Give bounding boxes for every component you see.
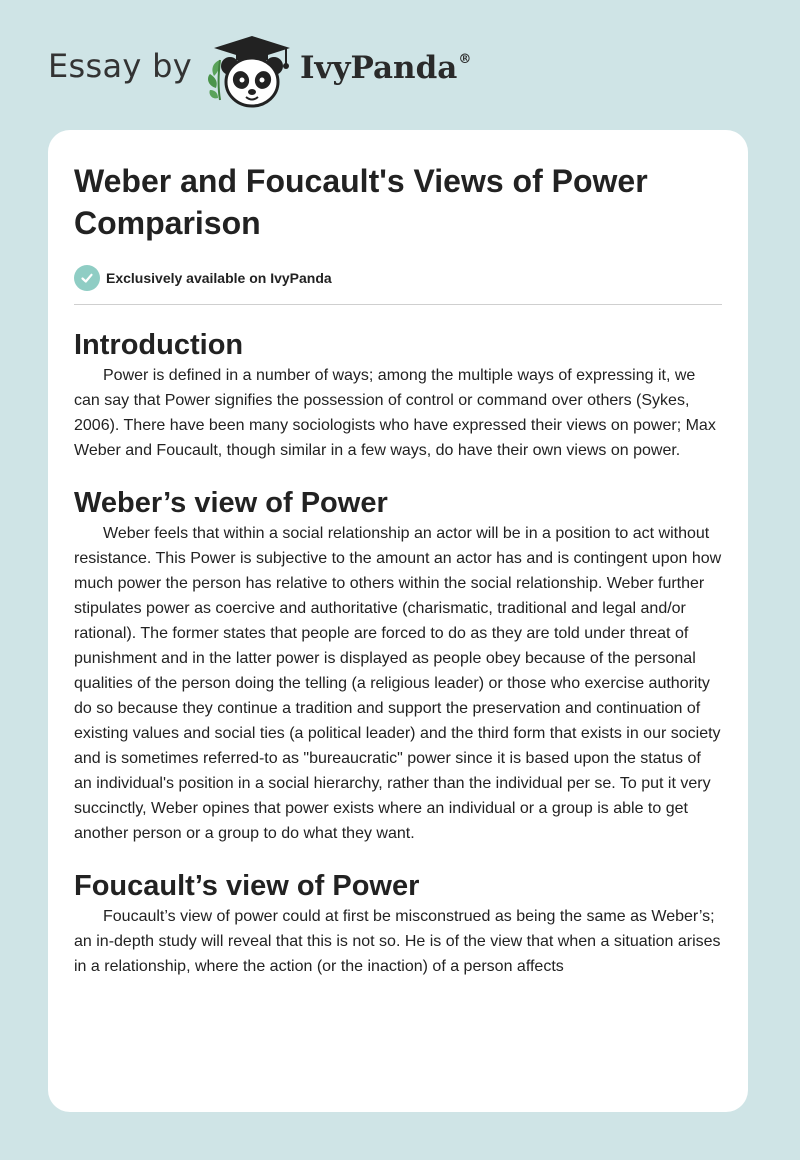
panda-graduate-logo-icon[interactable]	[206, 30, 298, 110]
exclusive-label: Exclusively available on IvyPanda	[106, 270, 332, 286]
essay-by-label: Essay by	[48, 47, 192, 85]
essay-title: Weber and Foucault's Views of Power Comparison	[74, 163, 648, 241]
essay-content	[74, 160, 722, 979]
exclusive-badge	[74, 264, 722, 292]
registered-mark: ®	[458, 51, 472, 67]
section-heading-foucault: Foucault’s view of Power	[74, 870, 420, 902]
section-paragraph-introduction: Power is defined in a number of ways; among the multiple ways of expressing it, we can say that Power signifies the possession of control or command over others (Sykes, 2006). There have been many sociologists who have expressed their views on power; Max Weber and Foucault, though similar in a few ways, do have their own views on power.	[74, 367, 716, 459]
section-heading-introduction: Introduction	[74, 329, 244, 361]
title-divider	[74, 304, 722, 305]
section-paragraph-weber: Weber feels that within a social relationship an actor will be in a position to act without resistance. This Power is subjective to the amount an actor has and is contingent upon how much power the person has relative to others within the social relationship. Weber further stipulates power as coercive and authoritative (charismatic, traditional and legal and/or rational). The former states that people are forced to do as they are told under threat of punishment and in the latter power is displayed as people obey because of the personal qualities of the person doing the telling (a religious leader) or those who exercise authority do so because they continue a tradition and support the preservation and continuation of existing values and social ties (a political leader) and the third form that exists in our society and is sometimes referred-to as "bureaucratic" power since it is based upon the status of an individual's position in a social hierarchy, rather than the individual per se. To put it very succinctly, Weber opines that power exists where an individual or a group is able to get another person or a group to do what they want.	[74, 525, 722, 842]
essay-card	[48, 130, 748, 1112]
section-heading-weber: Weber’s view of Power	[74, 487, 388, 519]
check-circle-icon	[74, 265, 100, 291]
site-header	[48, 30, 471, 110]
brand-name[interactable]: IvyPanda®	[299, 50, 472, 86]
section-paragraph-foucault: Foucault’s view of power could at first be misconstrued as being the same as Weber’s; an in-depth study will reveal that this is not so. He is of the view that when a situation arises in a relationship, where the action (or the inaction) of a person affects	[74, 908, 721, 975]
